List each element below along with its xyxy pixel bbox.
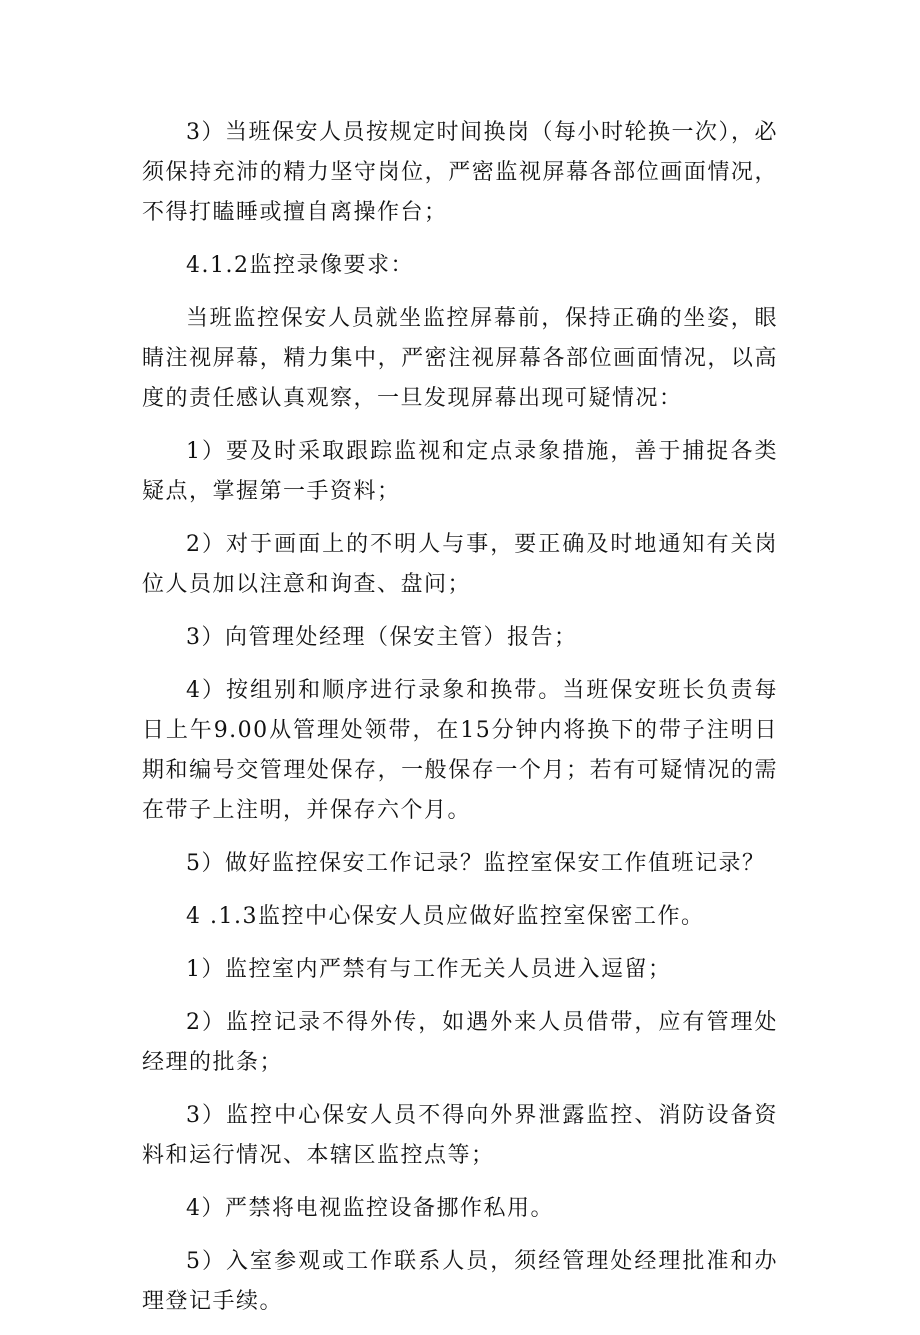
paragraph-item-4-tapes: 4）按组别和顺序进行录象和换带。当班保安班长负责每日上午9.00从管理处领带，在15分钟内将换下的带子注明日期和编号交管理处保存，一般保存一个月；若有可疑情况的需在带子上注明，并保存六个月。 [142, 678, 778, 823]
paragraph-monitoring-intro: 当班监控保安人员就坐监控屏幕前，保持正确的坐姿，眼睛注视屏幕，精力集中，严密注视屏幕各部位画面情况，以高度的责任感认真观察，一旦发现屏幕出现可疑情况： [142, 306, 778, 411]
section-heading-4-1-3: 4 .1.3监控中心保安人员应做好监控室保密工作。 [186, 904, 705, 929]
paragraph-confidential-2: 2）监控记录不得外传，如遇外来人员借带，应有管理处经理的批条； [142, 1010, 778, 1075]
paragraph-item-3-report: 3）向管理处经理（保安主管）报告； [186, 625, 578, 650]
paragraph-confidential-4: 4）严禁将电视监控设备挪作私用。 [186, 1196, 554, 1221]
paragraph-item-2-notify: 2）对于画面上的不明人与事，要正确及时地通知有关岗位人员加以注意和询查、盘问； [142, 532, 778, 597]
paragraph-confidential-1: 1）监控室内严禁有与工作无关人员进入逗留； [186, 957, 672, 982]
paragraph-item-1-tracking: 1）要及时采取跟踪监视和定点录象措施，善于捕捉各类疑点，掌握第一手资料； [142, 439, 778, 504]
paragraph-confidential-5: 5）入室参观或工作联系人员，须经管理处经理批准和办理登记手续。 [142, 1249, 778, 1314]
section-heading-4-1-2: 4.1.2监控录像要求： [186, 253, 414, 278]
paragraph-confidential-3: 3）监控中心保安人员不得向外界泄露监控、消防设备资料和运行情况、本辖区监控点等； [142, 1103, 778, 1168]
paragraph-shift-rotation: 3）当班保安人员按规定时间换岗（每小时轮换一次），必须保持充沛的精力坚守岗位，严密监视屏幕各部位画面情况，不得打瞌睡或擅自离操作台； [142, 120, 778, 225]
document-page [142, 113, 778, 1335]
paragraph-item-5-records: 5）做好监控保安工作记录？监控室保安工作值班记录？ [186, 851, 766, 876]
